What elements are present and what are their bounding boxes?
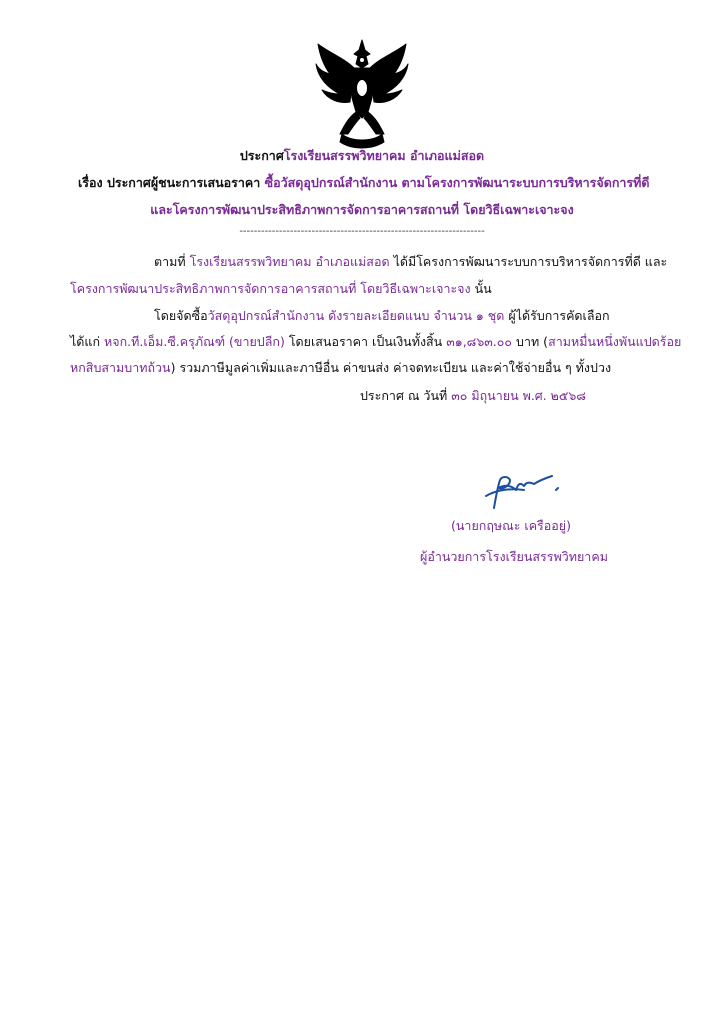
body-text: โดยเสนอราคา เป็นเงินทั้งสิ้น bbox=[288, 334, 443, 349]
date-label: ประกาศ ณ วันที่ bbox=[360, 388, 448, 403]
subject-line-2: และโครงการพัฒนาประสิทธิภาพการจัดการอาคารสถานที่ โดยวิธีเฉพาะเจาะจง bbox=[150, 202, 574, 217]
school-name-ref: โรงเรียนสรรพวิทยาคม อำเภอแม่สอด bbox=[189, 254, 390, 269]
body-text: บาท ( bbox=[516, 334, 549, 349]
body-text: นั้น bbox=[474, 281, 492, 296]
subject-text-1: ซื้อวัสดุอุปกรณ์สำนักงาน ตามโครงการพัฒนาระบบการบริหารจัดการที่ดี bbox=[264, 175, 650, 190]
announcement-date bbox=[360, 386, 586, 406]
body-line-5 bbox=[70, 358, 611, 378]
body-line-2 bbox=[70, 279, 492, 299]
price-in-words-cont: หกสิบสามบาทถ้วน bbox=[70, 360, 171, 375]
date-value: ๓๐ มิถุนายน พ.ศ. ๒๕๖๘ bbox=[451, 388, 586, 403]
subject-line-1 bbox=[78, 173, 650, 193]
divider: -------------------------------------------------------------------- bbox=[239, 226, 485, 237]
body-text: ได้แก่ bbox=[70, 334, 101, 349]
signer-name: (นายกฤษณะ เครืออยู่) bbox=[451, 518, 571, 533]
garuda-emblem-icon bbox=[314, 38, 410, 150]
body-text: ตามที่ bbox=[154, 254, 186, 269]
announcement-title bbox=[0, 146, 724, 166]
body-text: ได้มีโครงการพัฒนาระบบการบริหารจัดการที่ดี และ bbox=[393, 254, 668, 269]
signer-title: ผู้อำนวยการโรงเรียนสรรพวิทยาคม bbox=[420, 549, 608, 564]
body-line-1 bbox=[154, 252, 667, 272]
project-name: โครงการพัฒนาประสิทธิภาพการจัดการอาคารสถานที่ โดยวิธีเฉพาะเจาะจง bbox=[70, 281, 471, 296]
body-text: โดยจัดซื้อ bbox=[154, 308, 208, 323]
body-text: ) รวมภาษีมูลค่าเพิ่มและภาษีอื่น ค่าขนส่ง ค่าจดทะเบียน และค่าใช้จ่ายอื่น ๆ ทั้งปวง bbox=[170, 360, 612, 375]
body-text: ผู้ได้รับการคัดเลือก bbox=[508, 308, 610, 323]
body-line-4 bbox=[70, 332, 681, 352]
price-amount: ๓๑,๘๖๓.๐๐ bbox=[446, 334, 513, 349]
subject-label: เรื่อง ประกาศผู้ชนะการเสนอราคา bbox=[78, 175, 261, 190]
body-line-3 bbox=[154, 306, 610, 326]
school-name: โรงเรียนสรรพวิทยาคม อำเภอแม่สอด bbox=[283, 148, 485, 163]
handwritten-signature bbox=[476, 468, 566, 514]
vendor-name: หจก.ที.เอ็ม.ซี.ครุภัณฑ์ (ขายปลีก) bbox=[104, 334, 285, 349]
announce-prefix: ประกาศ bbox=[239, 148, 284, 163]
item-description: วัสดุอุปกรณ์สำนักงาน ดังรายละเอียดแนบ จำนวน ๑ ชุด bbox=[207, 308, 505, 323]
price-in-words: สามหมื่นหนึ่งพันแปดร้อย bbox=[548, 334, 682, 349]
